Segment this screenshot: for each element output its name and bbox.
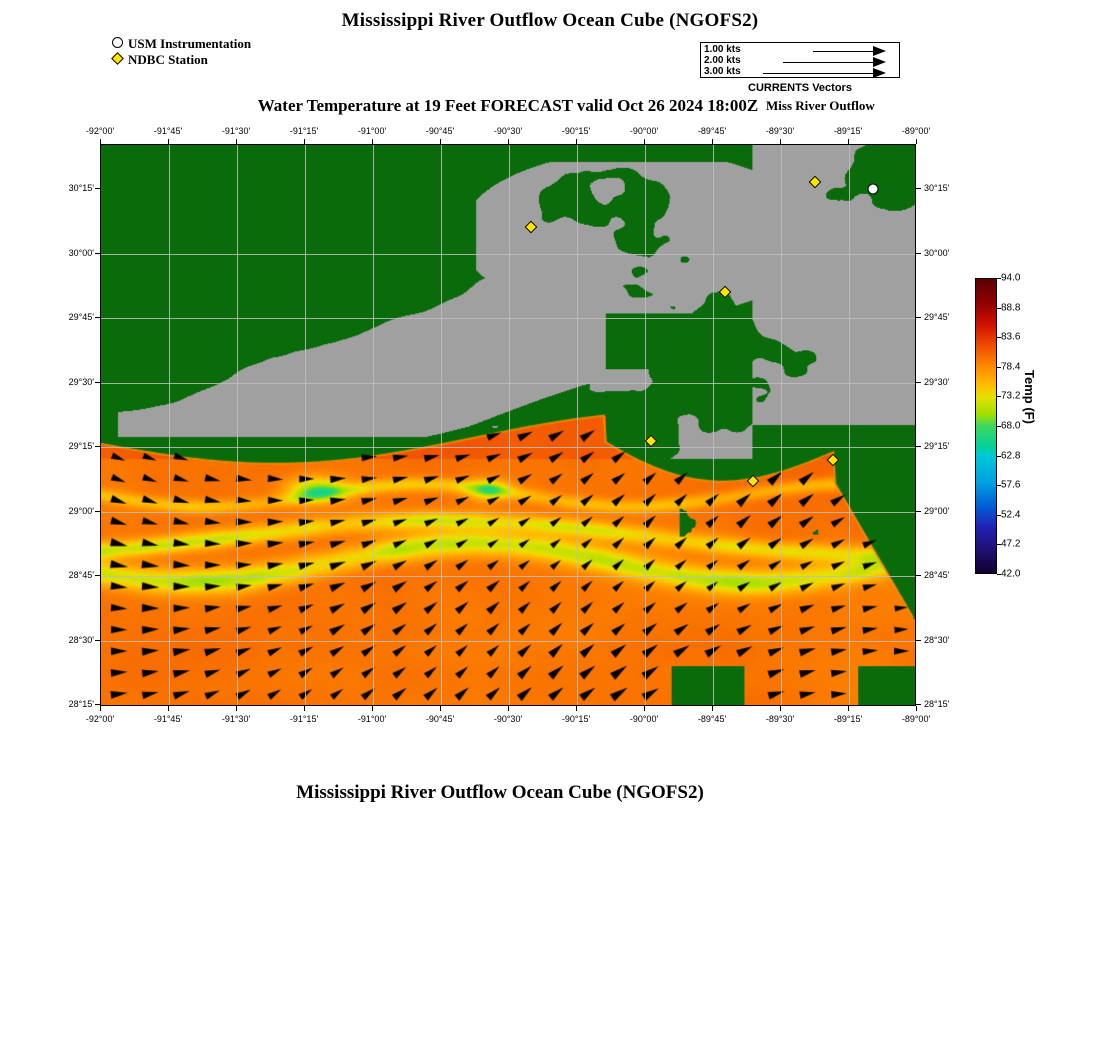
x-axis-tickmark <box>780 706 781 711</box>
x-axis-tick-top: -89°15' <box>833 126 863 136</box>
x-axis-tickmark <box>440 139 441 144</box>
y-axis-tick-left: 29°30' <box>68 376 94 387</box>
colorbar-tick-label: 62.8 <box>1001 450 1021 462</box>
legend-item-ndbc-label: NDBC Station <box>128 51 208 67</box>
colorbar-tickmark <box>997 574 1001 575</box>
y-axis-tickmark <box>95 640 100 641</box>
miss-river-outflow-label: Miss River Outflow <box>766 98 875 113</box>
colorbar-tick-label: 57.6 <box>1001 479 1021 491</box>
vector-key-label-3: 3.00 kts <box>704 66 741 77</box>
x-axis-tickmark <box>100 706 101 711</box>
gridline-vertical <box>781 145 782 705</box>
legend-item-usm-label: USM Instrumentation <box>128 35 252 51</box>
colorbar-tick-label: 47.2 <box>1001 538 1021 550</box>
y-axis-tick-right: 30°15' <box>924 183 950 193</box>
y-axis-tickmark <box>95 382 100 383</box>
y-axis-tickmark <box>916 575 921 576</box>
x-axis-tick-top: -91°00' <box>357 126 387 136</box>
y-axis-tickmark <box>95 253 100 254</box>
x-axis-tick-bottom: -90°00' <box>629 714 659 724</box>
gridline-horizontal <box>101 447 915 448</box>
y-axis-tickmark <box>95 511 100 512</box>
x-axis-tick-bottom: -89°15' <box>833 714 863 724</box>
y-axis-tickmark <box>95 575 100 576</box>
gridline-vertical <box>849 145 850 705</box>
colorbar-tick-label: 42.0 <box>1001 568 1021 580</box>
y-axis-tick-right: 29°45' <box>924 312 950 322</box>
gridline-vertical <box>237 145 238 705</box>
gridline-horizontal <box>101 383 915 384</box>
x-axis-tick-bottom: -92°00' <box>85 714 115 724</box>
y-axis-tick-left: 30°00' <box>68 247 94 258</box>
map-plot-area[interactable] <box>100 144 916 706</box>
y-axis-tick-right: 28°15' <box>924 699 950 709</box>
page-title-bottom: Mississippi River Outflow Ocean Cube (NGOFS2) <box>296 782 704 803</box>
y-axis-tickmark <box>95 446 100 447</box>
y-axis-tick-right: 28°30' <box>924 634 950 645</box>
x-axis-tickmark <box>372 139 373 144</box>
x-axis-tick-top: -90°30' <box>493 126 523 136</box>
gridline-horizontal <box>101 512 915 513</box>
y-axis-tick-right: 29°00' <box>924 505 950 516</box>
y-axis-tickmark <box>916 382 921 383</box>
vector-key-label-1: 1.00 kts <box>704 44 741 55</box>
gridline-vertical <box>169 145 170 705</box>
vector-key-line-3 <box>763 73 873 74</box>
vector-key-row-3 <box>701 67 901 79</box>
x-axis-tick-bottom: -91°45' <box>153 714 183 724</box>
vector-key-arrow-3 <box>873 68 886 78</box>
y-axis-tickmark <box>916 253 921 254</box>
x-axis-tickmark <box>848 139 849 144</box>
y-axis-tickmark <box>95 704 100 705</box>
x-axis-tick-bottom: -91°00' <box>357 714 387 724</box>
x-axis-tick-bottom: -91°30' <box>221 714 251 724</box>
x-axis-tick-bottom: -90°30' <box>493 714 523 724</box>
y-axis-tick-left: 28°30' <box>68 634 94 645</box>
x-axis-tickmark <box>848 706 849 711</box>
gridline-vertical <box>373 145 374 705</box>
colorbar-tickmark <box>997 515 1001 516</box>
colorbar-tick-label: 83.6 <box>1001 331 1021 343</box>
y-axis-tick-left: 29°45' <box>68 312 94 322</box>
gridline-vertical <box>441 145 442 705</box>
x-axis-tickmark <box>100 139 101 144</box>
y-axis-tickmark <box>916 511 921 512</box>
x-axis-tick-top: -91°30' <box>221 126 251 136</box>
x-axis-tickmark <box>508 139 509 144</box>
y-axis-tickmark <box>916 446 921 447</box>
colorbar-tick-label: 52.4 <box>1001 509 1021 521</box>
x-axis-tickmark <box>576 139 577 144</box>
x-axis-tick-top: -90°15' <box>561 126 591 136</box>
colorbar-tickmark <box>997 426 1001 427</box>
page-title: Mississippi River Outflow Ocean Cube (NGOFS2) <box>341 10 759 31</box>
x-axis-tickmark <box>372 706 373 711</box>
x-axis-tickmark <box>304 706 305 711</box>
colorbar <box>975 270 1095 590</box>
x-axis-tickmark <box>780 139 781 144</box>
colorbar-tickmark <box>997 278 1001 279</box>
gridline-vertical <box>509 145 510 705</box>
usm-instrumentation-marker[interactable] <box>867 184 878 195</box>
x-axis-tickmark <box>168 139 169 144</box>
legend-item-usm <box>110 36 251 50</box>
x-axis-tick-bottom: -90°45' <box>425 714 455 724</box>
y-axis-tick-left: 29°15' <box>68 441 94 451</box>
x-axis-tickmark <box>576 706 577 711</box>
colorbar-tickmark <box>997 367 1001 368</box>
x-axis-tick-top: -91°15' <box>289 126 319 136</box>
colorbar-tickmark <box>997 396 1001 397</box>
y-axis-tick-right: 28°45' <box>924 570 950 580</box>
gridline-horizontal <box>101 318 915 319</box>
y-axis-tickmark <box>95 188 100 189</box>
gridline-vertical <box>713 145 714 705</box>
vector-key-arrow-2 <box>873 57 886 67</box>
x-axis-tick-top: -89°30' <box>765 126 795 136</box>
x-axis-tick-bottom: -89°30' <box>765 714 795 724</box>
gridline-horizontal <box>101 254 915 255</box>
gridline-vertical <box>645 145 646 705</box>
x-axis-tickmark <box>916 139 917 144</box>
x-axis-tickmark <box>644 139 645 144</box>
diamond-icon <box>110 52 128 66</box>
x-axis-tickmark <box>916 706 917 711</box>
colorbar-tickmark <box>997 308 1001 309</box>
x-axis-tick-top: -90°00' <box>629 126 659 136</box>
x-axis-tick-bottom: -89°45' <box>697 714 727 724</box>
x-axis-tickmark <box>712 706 713 711</box>
map-raster <box>101 145 915 705</box>
x-axis-tickmark <box>644 706 645 711</box>
vector-key-line-2 <box>783 62 873 63</box>
y-axis-tickmark <box>916 188 921 189</box>
x-axis-tickmark <box>712 139 713 144</box>
y-axis-tick-right: 30°00' <box>924 247 950 258</box>
colorbar-tickmark <box>997 456 1001 457</box>
y-axis-tick-right: 29°30' <box>924 376 950 387</box>
circle-icon <box>110 36 128 50</box>
y-axis-tick-left: 29°00' <box>68 505 94 516</box>
y-axis-tickmark <box>916 640 921 641</box>
x-axis-tick-top: -90°45' <box>425 126 455 136</box>
y-axis-tick-right: 29°15' <box>924 441 950 451</box>
x-axis-tickmark <box>304 139 305 144</box>
x-axis-tick-top: -89°45' <box>697 126 727 136</box>
colorbar-tick-label: 88.8 <box>1001 302 1021 314</box>
vector-key-label-2: 2.00 kts <box>704 55 741 66</box>
x-axis-tick-bottom: -91°15' <box>289 714 319 724</box>
map-subtitle: Water Temperature at 19 Feet FORECAST valid Oct 26 2024 18:00Z <box>257 96 759 115</box>
colorbar-tick-label: 94.0 <box>1001 272 1021 284</box>
colorbar-title: Temp (F) <box>1022 370 1037 424</box>
y-axis-tickmark <box>916 704 921 705</box>
vector-key-line-1 <box>813 51 873 52</box>
x-axis-tickmark <box>168 706 169 711</box>
gridline-horizontal <box>101 576 915 577</box>
colorbar-gradient <box>975 278 997 574</box>
x-axis-tickmark <box>236 706 237 711</box>
vector-key-arrow-1 <box>873 46 886 56</box>
colorbar-tick-label: 78.4 <box>1001 361 1021 373</box>
x-axis-tick-bottom: -89°00' <box>901 714 931 724</box>
x-axis-tick-top: -89°00' <box>901 126 931 136</box>
legend-item-ndbc <box>110 52 251 66</box>
currents-vector-key <box>700 42 900 78</box>
colorbar-tick-label: 68.0 <box>1001 420 1021 432</box>
gridline-vertical <box>305 145 306 705</box>
colorbar-tickmark <box>997 544 1001 545</box>
gridline-vertical <box>577 145 578 705</box>
y-axis-tickmark <box>95 317 100 318</box>
colorbar-tick-label: 73.2 <box>1001 390 1021 402</box>
x-axis-tickmark <box>236 139 237 144</box>
y-axis-tick-left: 28°45' <box>68 570 94 580</box>
y-axis-tickmark <box>916 317 921 318</box>
colorbar-tickmark <box>997 337 1001 338</box>
x-axis-tick-top: -91°45' <box>153 126 183 136</box>
x-axis-tick-top: -92°00' <box>85 126 115 136</box>
x-axis-tick-bottom: -90°15' <box>561 714 591 724</box>
y-axis-tick-left: 28°15' <box>68 699 94 709</box>
x-axis-tickmark <box>508 706 509 711</box>
colorbar-tickmark <box>997 485 1001 486</box>
gridline-horizontal <box>101 641 915 642</box>
y-axis-tick-left: 30°15' <box>68 183 94 193</box>
vector-key-caption: CURRENTS Vectors <box>748 82 852 94</box>
x-axis-tickmark <box>440 706 441 711</box>
map-legend <box>110 36 251 68</box>
